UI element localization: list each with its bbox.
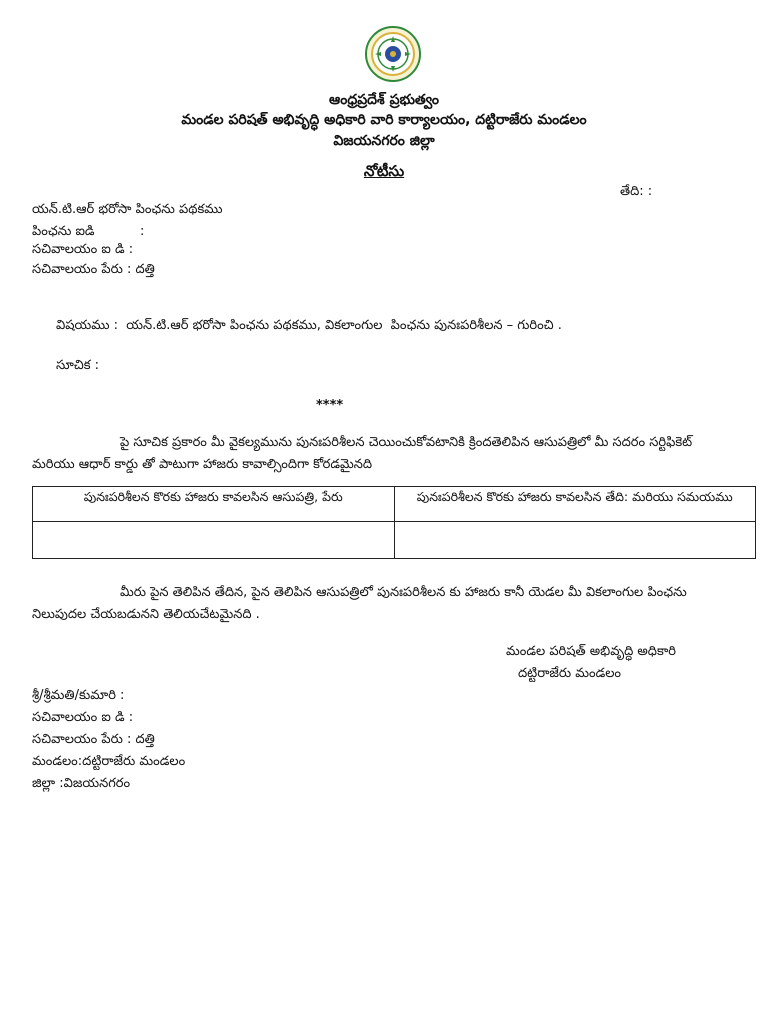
recipient-name-label: శ్రీ/శ్రీమతి/కుమారి :: [32, 688, 125, 703]
district-name: విజయనగరం జిల్లా: [333, 133, 435, 149]
recipient-secretariat-name: సచివాలయం పేరు : దత్తి: [32, 732, 155, 747]
ap-government-seal-icon: [365, 26, 421, 82]
scheme-name: యన్.టి.ఆర్ భరోసా పింఛను పథకము: [32, 202, 223, 217]
separator: ****: [316, 398, 344, 413]
hospital-column-header: పునఃపరిశీలన కొరకు హాజరు కావలసిన ఆసుపత్రి, పేరు: [33, 487, 395, 522]
recipient-secretariat-id: సచివాలయం ఐ డి :: [32, 710, 134, 725]
date-label: తేది: :: [620, 184, 653, 199]
reference-label: సూచిక :: [56, 358, 100, 373]
table-header-row: [33, 487, 756, 522]
instruction-paragraph: పై సూచిక ప్రకారం మీ వైకల్యమును పునఃపరిశీలన చెయించుకోవటానికి క్రిందతెలిపిన ఆసుపత్రిలో మీ సదరం సర్టిఫికెట్ మరియు ఆధార్ కార్డు తో పాటుగా హాజరు కావాల్సిందిగా కోరడమైనది: [32, 435, 693, 472]
recipient-district: జిల్లా :విజయనగరం: [32, 776, 131, 791]
notice-title: నోటీసు: [363, 162, 405, 180]
table-row: [33, 522, 756, 559]
date-time-column-header: పునఃపరిశీలన కొరకు హాజరు కావలసిన తేది: మరియు సమయము: [394, 487, 756, 522]
warning-paragraph: మీరు పైన తెలిపిన తేదిన, పైన తెలిపిన ఆసుపత్రిలో పునఃపరిశీలన కు హాజరు కానీ యెడల మీ వికలాంగుల పింఛను నిలుపుదల చేయబడునని తెలియచేటమైనది .: [32, 585, 687, 622]
subject-line: విషయము : యన్.టి.ఆర్ భరోసా పింఛను పథకము, వికలాంగుల పింఛను పునఃపరిశీలన – గురించి .: [56, 318, 562, 333]
signatory-mandal: దట్టిరాజేరు మండలం: [518, 666, 622, 681]
reverification-table: [32, 486, 756, 559]
signatory-designation: మండల పరిషత్ అభివృద్ధి అధికారి: [506, 644, 676, 659]
hospital-cell: [33, 522, 395, 559]
government-name: ఆంధ్రప్రదేశ్ ప్రభుత్వం: [329, 92, 439, 108]
pension-id-label: పింఛను ఐడి :: [32, 224, 145, 239]
date-time-cell: [394, 522, 756, 559]
secretariat-name-label: సచివాలయం పేరు : దత్తి: [32, 262, 155, 277]
secretariat-id-label: సచివాలయం ఐ డి :: [32, 242, 134, 257]
recipient-mandal: మండలం:దట్టిరాజేరు మండలం: [32, 754, 186, 769]
office-name: మండల పరిషత్ అభివృద్ధి అధికారి వారి కార్యాలయం, దట్టిరాజేరు మండలం: [181, 112, 587, 128]
